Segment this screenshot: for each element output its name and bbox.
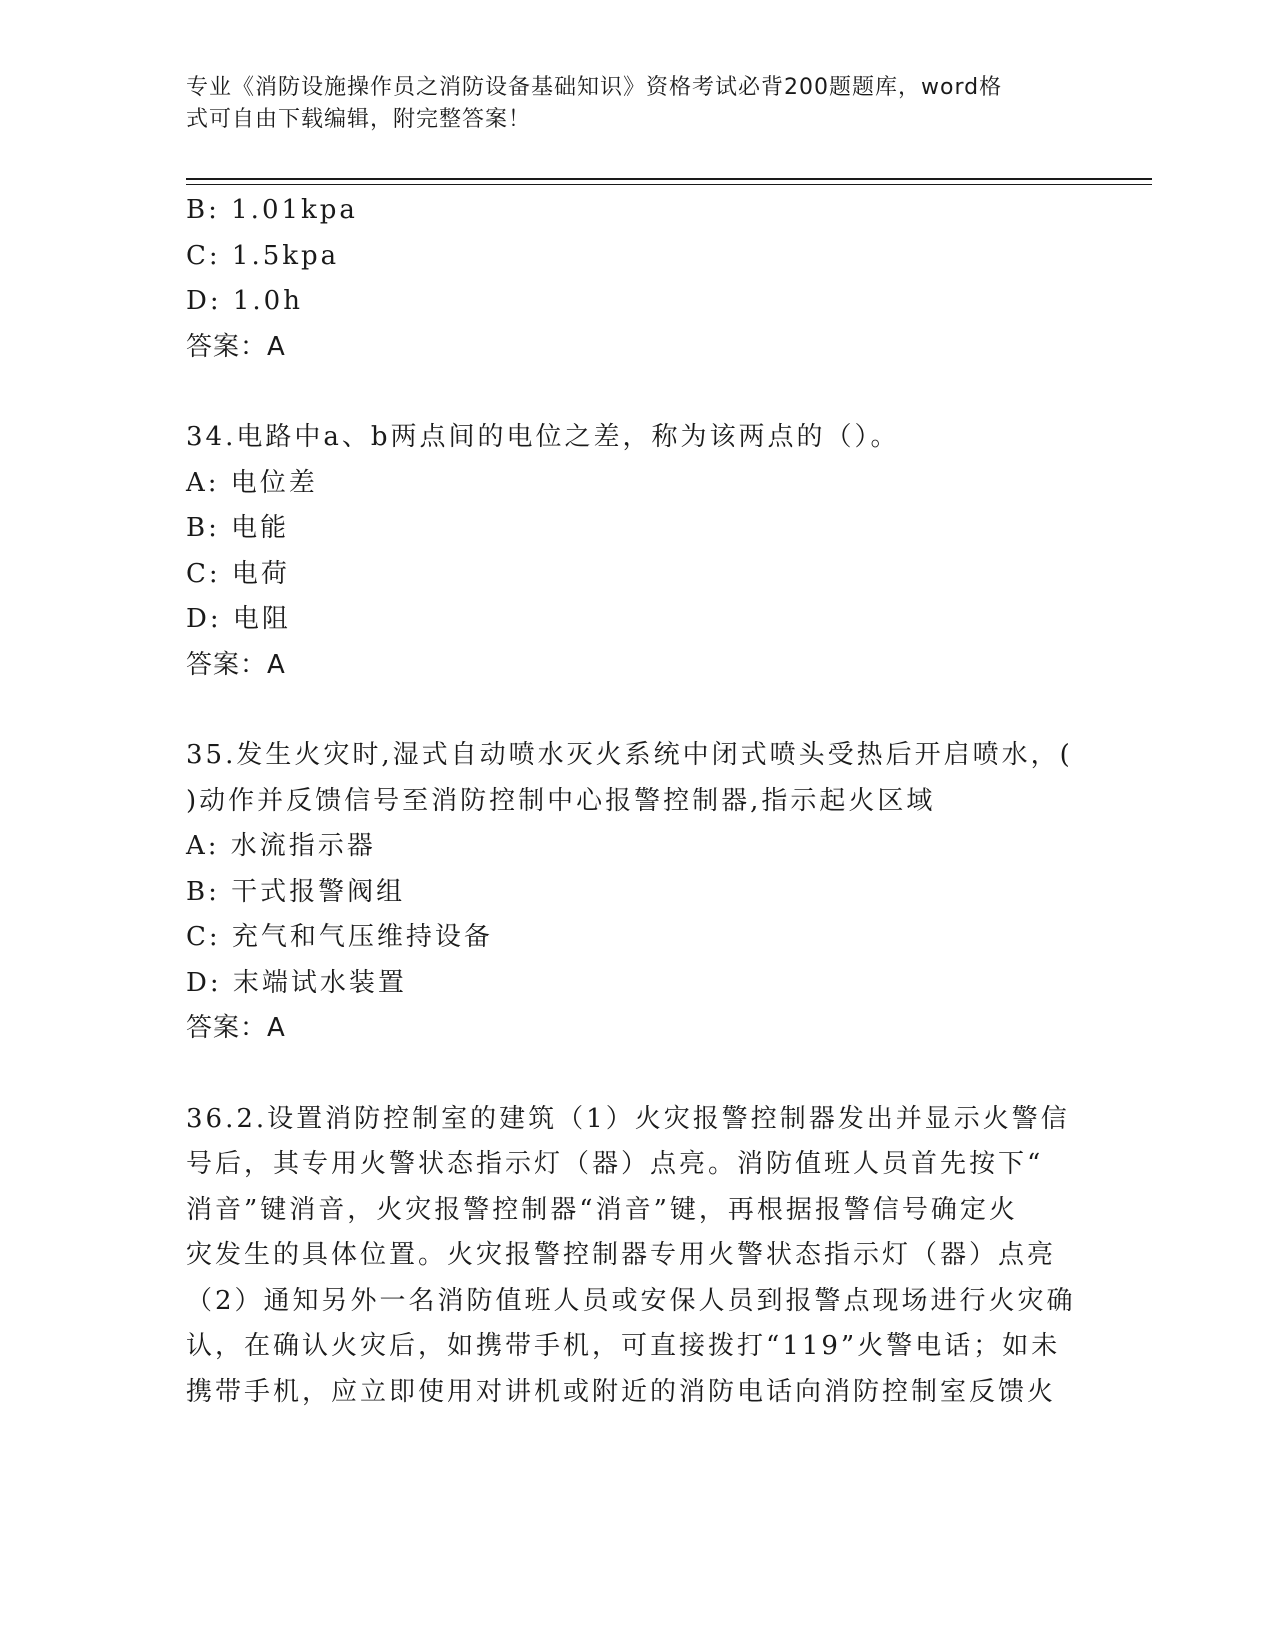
question-35 [186,733,1073,1052]
question-content [186,188,1076,1415]
answer-label: 答案：A [186,331,286,362]
document-header [186,72,1066,136]
option-b: B: 1.01kpa [186,195,358,225]
question-34 [186,415,1066,688]
question-text-line: 灾发生的具体位置。火灾报警控制器专用火警状态指示灯（器）点亮 [186,1240,1057,1270]
option-d: D: 电阻 [186,604,291,634]
option-c: C: 充气和气压维持设备 [186,922,493,952]
question-text-line: 携带手机，应立即使用对讲机或附近的消防电话向消防控制室反馈火 [186,1376,1057,1407]
answer-label: 答案：A [186,1013,286,1043]
option-c: C: 1.5kpa [186,240,340,271]
question-stem-line-2: )动作并反馈信号至消防控制中心报警控制器,指示起火区域 [186,785,936,816]
option-d: D: 末端试水装置 [186,967,407,998]
question-text-line: 认，在确认火灾后，如携带手机，可直接拨打“119”火警电话；如未 [186,1331,1061,1361]
header-divider-thin [186,184,1152,185]
option-a: A: 水流指示器 [186,831,376,861]
question-36 [186,1097,1076,1416]
question-stem: 34.电路中a、b两点间的电位之差，称为该两点的（）。 [186,422,900,452]
question-text-line: 消音”键消音，火灾报警控制器“消音”键，再根据报警信号确定火 [186,1194,1018,1225]
spacer [186,370,1066,415]
option-d: D: 1.0h [186,286,303,316]
question-stem-line-1: 35.发生火灾时,湿式自动喷水灭火系统中闭式喷头受热后开启喷水，( [186,740,1073,770]
answer-label: 答案：A [186,649,286,680]
header-line-2: 式可自由下载编辑，附完整答案！ [186,107,532,132]
question-text-line: （2）通知另外一名消防值班人员或安保人员到报警点现场进行火灾确 [186,1285,1076,1316]
option-b: B: 干式报警阀组 [186,876,406,907]
header-line-1: 专业《消防设施操作员之消防设备基础知识》资格考试必背200题题库，word格 [186,75,1003,100]
spacer [186,1052,1066,1097]
question-text-line: 36.2.设置消防控制室的建筑（1）火灾报警控制器发出并显示火警信 [186,1103,1070,1134]
option-b: B: 电能 [186,513,290,543]
option-a: A: 电位差 [186,467,318,498]
spacer [186,688,1066,733]
prev-question-options [186,188,1066,370]
header-divider-thick [186,178,1152,180]
question-text-line: 号后，其专用火警状态指示灯（器）点亮。消防值班人员首先按下“ [186,1149,1044,1179]
option-c: C: 电荷 [186,558,290,589]
